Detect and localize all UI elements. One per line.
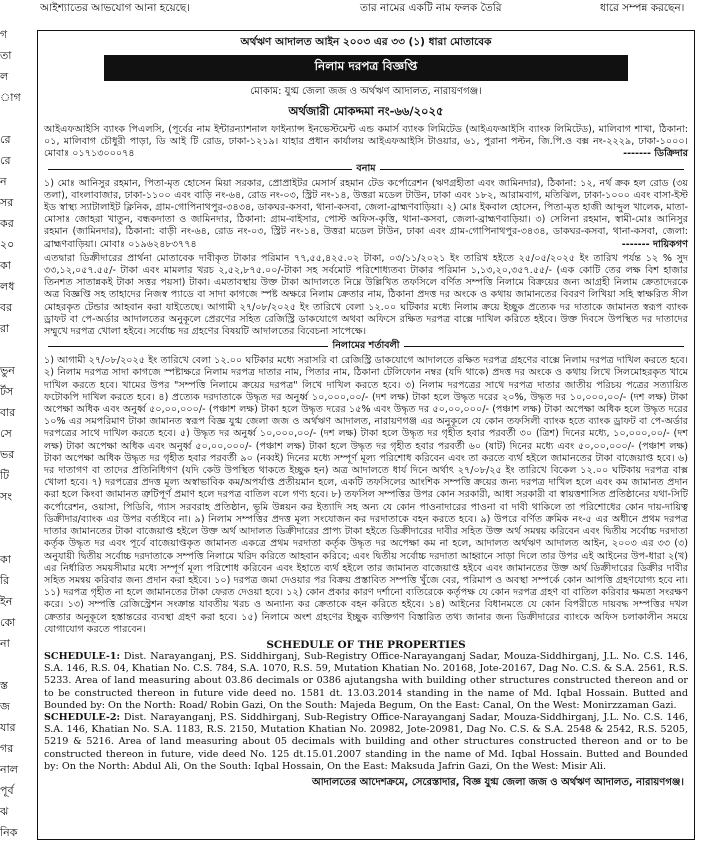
court-line: মোকাম: যুগ্ম জেলা জজ ও অর্থঋণ আদালত, নারায়ণগঞ্জ।	[250, 86, 482, 97]
conditions-paragraph: ১) আগামী ২৭/০৮/২০২৫ ইং তারিখে বেলা ১২.০০ ঘটিকার মধ্যে সরাসরি বা রেজিস্ট্রি ডাকযোগে আদালতে রক্ষিত দরপত্র গ্রহণের বাক্সে নিলাম দরপত্র দাখিল করতে হবে। ২) নিলাম দরপত্র সাদা কাগজে স্পষ্টাক্ষরে নিলাম দরপত্র দাতার নাম, পিতার নাম, ঠিকানা টেলিফোন নম্বর (যদি থাকে) প্রদত্ত দর অংকে ও কথায় লিখে সিলমোহরকৃত খামে দাখিল করতে হবে। খামের উপর "সম্পত্তি নিলামে ক্রয়ের দরপত্র" লিখে দাখিল করতে হবে। ৩) নিলাম দরপত্রের সাথে দরপত্র দাতার জাতীয় পরিচয় পত্রের সত্যায়িত ফটোকপি দাখিল করতে হবে। ৪) প্রত্যেক দরদাতাকে উদ্ধৃত দর অনুর্ধ্ব ১০,০০০,০০/- (দশ লক্ষ) টাকা হলে উদ্ধৃত দরের ২০%, উদ্ধৃত দর ১০,০০০,০০/- (দশ লক্ষ) টাকা অপেক্ষা অধিক এবং অনুর্ধ্ব ৫০,০০,০০০/- (পঞ্চাশ লক্ষ) টাকা হলে উদ্ধৃত দরের ১৫% এবং উদ্ধৃত দর ৫০,০০,০০০/- (পঞ্চাশ লক্ষ) টাকা অপেক্ষা অধিক হলে উদ্ধৃত দরের ১০% এর সমপরিমাণ টাকা জামানত স্বরূপ বিজ্ঞ যুগ্ম জেলা জজ ও অর্থঋণ আদালত, নারায়ণগঞ্জ এর অনুকূলে যে কোন তফসিলী ব্যাংক হতে ব্যাংক ড্রাফট বা পে-অর্ডার দরপত্রের সাথে দাখিল করতে হবে। ৫) উদ্ধৃত দর অনুর্ধ্ব ১০,০০০,০০/- (দশ লক্ষ) টাকা হলে উদ্ধৃত দর গৃহীত হবার পরবর্তী ৩০ (ত্রিশ) দিনের মধ্যে, ১০,০০০,০০/- (দশ লক্ষ) টাকা অপেক্ষা অধিক এবং অনুর্ধ্ব ৫০,০০,০০০/- (পঞ্চাশ লক্ষ) টাকা হলে উদ্ধৃত দর গৃহীত হবার পরবর্তী ৬০ (ষাট) দিনের মধ্যে এবং ৫০,০০,০০০/- (পঞ্চাশ লক্ষ) টাকা অপেক্ষা অধিক উদ্ধৃত দর গৃহীত হবার পরবর্তী ৯০ (নব্বই) দিনের মধ্যে সম্পূর্ণ মূল্য পরিশোধ করিবেন এবং তা করতে ব্যর্থ হইলে জামানতের টাকা বাজেয়াপ্ত হবে। ৬) দর দাতাগণ বা তাদের প্রতিনিধিগণ (যদি কেউ উপস্থিত থাকতে ইচ্ছুক হন) অত্র আদালতে ধার্য দিনে অর্থাৎ ২৭/০৮/২৫ ইং তারিখে বিকেল ১২.০০ ঘটিকায় দরপত্র বাক্স খোলা হবে। ৭) দরপত্রের প্রদত্ত মূল্য অস্বাভাবিক কম/অপর্যাপ্ত প্রতীয়মান হলে, একটি তফসিলের আংশিক সম্পত্তি ক্রয়ের জন্য দরপত্র দাখিল হলে এবং কম জামানত প্রদান করা হলে কিংবা জামানত ত্রুটিপূর্ণ প্রমাণ হলে দরপত্র বাতিল বলে গণ্য হবে। ৮) তফসিল সম্পত্তির উপর কোন সরকারী, আধা সরকারী বা স্বায়ত্তশাসিত প্রতিষ্ঠানের যথা-সিটি কর্পোরেশন, ওয়াসা, পিডিবি, গ্যাস সরবরাহ প্রতিষ্ঠান, ভূমি উন্নয়ন কর ইত্যাদি সহ অন্য যে কোন পাওনাদারের পাওনা বা দাবী থাকিলে তা পরিশোধের কোন দায়-দায়িত্ব ডিক্রীদার/ব্যাংক এর উপর বর্তাইবে না। ৯) নিলাম সম্পত্তির প্রদত্ত মূল্য সংযোজন কর দরদাতাকে বহন করতে হবে। ৯) উপরে বর্ণিত ক্রমিক নং-৫ এর অধীনে প্রথম দরপত্র দাতার জামানতের টাকা বাজেয়াপ্ত হইলে উক্ত অর্থ আদালত ডিক্রীদারের প্রাপ্য টাকা হইতে ডিক্রীদারের দাবীর সহিত উক্ত অর্থ সমন্বয় করিবেন এবং দ্বিতীয় সর্বোচ্চ দরদাতা কর্তৃক উদ্ধৃত দর এবং পূর্বে বাজেয়াপ্তকৃত জামানত একত্রে প্রথম দরদাতা কর্তৃক উদ্ধৃত দর অপেক্ষা কম না হলে, আদালত অর্থঋণ আদালত আইন, ২০০৩ এর ৩৩ (৩) অনুযায়ী দ্বিতীয় সর্বোচ্চ দরদাতাকে সম্পত্তি নিলামে খরিদ করিতে আহবান করিবে; এবং দ্বিতীয় সর্বোচ্চ দরদাতা আহ্বানে সাড়া দিলে তার উপর এই আইনের উপ-ধারা ২(খ) এর নির্ধারিত সময়সীমার মধ্যে সম্পূর্ণ মূল্য পরিশোধ করিবেন এবং ইহাতে ব্যর্থ হইলে তার জামানত বাজেয়াপ্ত হইবে এবং জামানতের উক্ত অর্থ ডিক্রীদারের ডিক্রীর দাবীর সহিত সমন্বয় করিবার জন্য প্রদান করা হইবে। ১০) দরপত্র জমা দেওয়ার পর বিক্রয় প্রস্তাবিত সম্পত্তি খুঁজে বের, পরিমাপ ও অবস্থা সম্পর্কে কোন আপত্তি গ্রহণযোগ্য হবে না। ১১) দরপত্র গৃহীত না হলে জামানতের টাকা ফেরত দেওয়া হবে। ১২) কোন প্রকার কারণ দর্শানো ব্যতিরেকে কর্তৃপক্ষ যে কোন দরপত্র গ্রহণ বা বাতিল করিবার ক্ষমতা সংরক্ষণ করে। ১৩) সম্পত্তি রেজিস্ট্রেশন সংক্রান্ত যাবতীয় খরচ ও অন্যান্য কর ক্রেতাকে বহন করিতে হইবে। ১৪) আইনের বিধানমতে যে কোন বিপরীতে দায়বদ্ধ সম্পত্তির দখল ক্রেতার অনুকূলে হস্তান্তরের ব্যবস্থা গ্রহণ করা হবে। ১৫) নিলামে অংশ গ্রহণের ইচ্ছুক ব্যক্তিগণ বিস্তারিত তথ্য জানার জন্য ডিক্রীদারের ব্যাংকে অফিস চলাকালীন সময়ে যোগাযোগ করতে পারবেন।	[44, 355, 688, 635]
versus-divider	[44, 162, 688, 177]
left-column-fragment: রা	[0, 322, 10, 335]
versus-label: বনাম	[356, 162, 376, 174]
left-column-fragments	[0, 0, 34, 864]
left-column-fragment: ল	[0, 70, 9, 83]
left-column-fragment: টি	[0, 469, 10, 482]
schedule-1	[44, 651, 688, 712]
top-strip	[40, 0, 707, 24]
left-column-fragment: নিক	[0, 826, 18, 839]
judgment-debtors-label: দায়িকগণ	[652, 238, 688, 250]
schedule-1-text: Dist. Narayanganj, P.S. Siddhirganj, Sub-Registry Office-Narayanganj Sadar, Mouza-Siddhirganj, J.L. No. C.S. 146, S.A. 146, R.S. 04, Khatian No. C.S. 784, S.A. 1070, R.S. 59, Mutation Khatian No. 20168, Jote-20167, Dag No. C.S. & S.A. 2561, R.S. 5233. Area of land measuring about 03.86 decimals or 0386 ajutangsha with building other structures constructed thereon and or to be constructed thereon in future vide deed no. 1581 dt. 13.03.2014 standing in the name of Md. Iqbal Hossain. Butted and Bounded by: On the North: Road/ Robin Gazi, On the South: Majeda Begum, On the East: Canal, On the West: Monirzzaman Gazi.	[44, 650, 688, 711]
left-column-fragment: বার	[0, 406, 16, 419]
left-column-fragment: গর	[0, 742, 14, 755]
schedule-title: SCHEDULE OF THE PROPERTIES	[266, 638, 466, 651]
left-column-fragment: গ	[0, 28, 8, 41]
left-column-fragment: জ	[0, 700, 10, 713]
left-column-fragment: ভর	[0, 448, 15, 461]
top-strip-left-text: আইশ্যাতের আভযোগ আনা হয়েছে।	[40, 2, 190, 14]
schedule-1-label: SCHEDULE-1:	[44, 650, 121, 662]
left-column-fragment: সে	[0, 427, 12, 440]
left-column-fragment: তা	[0, 49, 12, 62]
left-column-fragment: ইন	[0, 595, 13, 608]
left-column-fragment: রি	[0, 574, 10, 587]
left-column-fragment: রে	[0, 133, 11, 146]
left-column-fragment: কো	[0, 616, 16, 629]
left-column-fragment: সং	[0, 490, 13, 503]
decree-holder-label: ডিক্রিদার	[654, 148, 688, 160]
top-strip-right-text: ধারে সম্পন্ন করছেন।	[600, 2, 685, 14]
left-column-fragment: ন	[0, 175, 7, 188]
left-column-fragment: ২০	[0, 238, 15, 251]
schedule-2-text: Dist. Narayanganj, P.S. Siddhirganj, Sub-Registry Office-Narayanganj Sadar, Mouza-Siddhirganj, J.L. No. C.S. 146, S.A. 146, Khatian No. S.A. 1183, R.S. 2150, Mutation Khatian No. 20982, Jote-20981, Dag No. C.S. & S.A. 2548 & 2542, R.S. 5205, 5219 & 5216. Area of land measuring about 05 decimals with building and other structures constructed thereon and or to be constructed thereon in future, vide deed No. 125 dt.15.01.2007 standing in the name of Md. Iqbal Hossain. Butted and Bounded by: On the North: Abdul Ali, On the South: Iqbal Hossain, On the East: Maksuda Jafrin Gazi, On the West: Misir Ali.	[44, 711, 688, 772]
left-column-fragment: াগ	[0, 91, 21, 104]
notice-title: নিলাম দরপত্র বিজ্ঞপ্তি	[104, 55, 628, 81]
schedule-2-label: SCHEDULE-2:	[44, 711, 121, 723]
law-reference: অর্থঋণ আদালত আইন ২০০৩ এর ৩৩ (১) ধারা মোতাবেক	[240, 36, 492, 48]
left-column-fragment: যার	[0, 721, 16, 734]
defendants-text: ১) মোঃ আনিসুর রহমান, পিতা-মৃত হোসেন মিয়া সরকার, প্রোপ্রাইটর মেসার্স রহমান টেড কর্পোরেশন (ঋণগ্রহীতা এবং জামিনদার), ঠিকানা: ১২, নর্থ ক্রক হল রোড (৩য় তলা), বাংলাবাজার, ঢাকা-১১০০ এবং বাড়ি নং-৬৪, রোড নং-০৩, স্ট্রিট নং-১৪, উত্তরা মডেল টাউন, ঢাকা এবং ১৮২, আরামবাগ, মতিঝিল, ঢাকা-১০০০ এবং বাসা-ইস্ট ইড স্বাস্থ্য স্যাটালাইট ক্লিনিক, গ্রাম-গোপিনাথপুর-৩৪৩৪, ডাকঘর-কসবা, থানা-কসবা, জেলা-ব্রাহ্মণবাড়িয়া। ২) মোঃ ইকবাল হোসেন, পিতা-মৃত হাজী আব্দুল খালেক, মাতা-মোসাঃ জোহরা খাতুন, বন্ধকদাতা ও জামিনদার, ঠিকানা: গ্রাম-বাইসার, পোস্ট অফিস-কৃত্তি, থানা-কসবা, জেলা-ব্রাহ্মণবাড়িয়া। ৩) সেলিনা রহমান, স্বামী-মোঃ আনিসুর রহমান (জামিনদার), ঠিকানা: বাড়ী নং-৬৪, রোড নং-০৩, স্ট্রিট নং-১৪, উত্তরা মডেল টাউন, ঢাকা এবং গ্রাম-গোপিনাথপুর-৩৪৩৪, ডাকঘর-কসবা, থানা-কসবা, জেলা: ব্রাহ্মণবাড়িয়া। মোবাঃ ০১৯৬২৪৮৩৭৭৪	[44, 177, 688, 250]
conditions-divider	[44, 339, 688, 354]
left-column-fragment: রে	[0, 154, 11, 167]
left-column-fragment: র্টস	[0, 385, 14, 398]
left-column-fragment: কর	[0, 217, 14, 230]
left-column-fragment: কা	[0, 553, 11, 566]
top-strip-mid-text: তার নামের একটি নাম ফলক তৈরি	[360, 2, 502, 14]
decree-holder-text: আইএফআইসি ব্যাংক পিএলসি, (পূর্বের নাম ইন্টারন্যাশনাল ফাইন্যান্স ইনভেস্টমেন্ট এন্ড কমার্স ব্যাংক লিমিটেড (আইএফআইসি ব্যাংক লিমিটেড), মালিবাগ শাখা, ঠিকানা: ০১, মালিবাগ চৌধুরী পাড়া, ডি আই টি রোড, ঢাকা-১২১৯। যাহার প্রধান কার্যালয় আইএফআইসি টাওয়ার, ৬১, পুরানা পল্টন, জি.পি.ও বক্স নং-২২২৯, ঢাকা-১০০০। মোবাঃ ০১৭১৩০০০৭৪	[44, 124, 688, 160]
left-column-fragment: নাল	[0, 763, 18, 776]
defendants-block: ১) মোঃ আনিসুর রহমান, পিতা-মৃত হোসেন মিয়া সরকার, প্রোপ্রাইটর মেসার্স রহমান টেড কর্পোরেশন (ঋণগ্রহীতা এবং জামিনদার), ঠিকানা: ১২, নর্থ ক্রক হল রোড (৩য় তলা), বাংলাবাজার, ঢাকা-১১০০ এবং বাড়ি নং-৬৪, রোড নং-০৩, স্ট্রিট নং-১৪, উত্তরা মডেল টাউন, ঢাকা এবং ১৮২, আরামবাগ, মতিঝিল, ঢাকা-১০০০ এবং বাসা-ইস্ট ইড স্বাস্থ্য স্যাটালাইট ক্লিনিক, গ্রাম-গোপিনাথপুর-৩৪৩৪, ডাকঘর-কসবা, থানা-কসবা, জেলা-ব্রাহ্মণবাড়িয়া। ২) মোঃ ইকবাল হোসেন, পিতা-মৃত হাজী আব্দুল খালেক, মাতা-মোসাঃ জোহরা খাতুন, বন্ধকদাতা ও জামিনদার, ঠিকানা: গ্রাম-বাইসার, পোস্ট অফিস-কৃত্তি, থানা-কসবা, জেলা-ব্রাহ্মণবাড়িয়া। ৩) সেলিনা রহমান, স্বামী-মোঃ আনিসুর রহমান (জামিনদার), ঠিকানা: বাড়ী নং-৬৪, রোড নং-০৩, স্ট্রিট নং-১৪, উত্তরা মডেল টাউন, ঢাকা এবং গ্রাম-গোপিনাথপুর-৩৪৩৪, ডাকঘর-কসবা, থানা-কসবা, জেলা: ব্রাহ্মণবাড়িয়া। মোবাঃ ০১৯৬২৪৮৩৭৭৪ ------- দায়িকগণ	[44, 177, 688, 250]
left-column-fragment: না	[0, 637, 10, 650]
left-column-fragment: ঝ	[0, 805, 9, 818]
schedule-2	[44, 712, 688, 773]
left-column-fragment: পূর্ব	[0, 784, 14, 797]
left-column-fragment: ভুন	[0, 364, 15, 377]
court-order-footer: আদালতের আদেশক্রমে, সেরেস্তাদার, বিজ্ঞ যুগ্ম জেলা জজ ও অর্থঋণ আদালত, নারায়ণগঞ্জ।	[312, 776, 684, 788]
left-column-fragment: স্ত	[0, 679, 8, 692]
left-column-fragment: কা	[0, 259, 11, 272]
left-column-fragment: লধ	[0, 280, 15, 293]
left-column-fragment: বর	[0, 301, 13, 314]
case-number: অর্থজারী মোকদ্দমা নং-৬৬/২০২৫	[288, 104, 444, 118]
conditions-label: নিলামের শর্তাবলী	[332, 340, 400, 352]
left-column-fragment: সর	[0, 196, 14, 209]
auction-notice	[37, 30, 695, 840]
decree-holder-block: আইএফআইসি ব্যাংক পিএলসি, (পূর্বের নাম ইন্টারন্যাশনাল ফাইন্যান্স ইনভেস্টমেন্ট এন্ড কমার্স ব্যাংক লিমিটেড (আইএফআইসি ব্যাংক লিমিটেড), মালিবাগ শাখা, ঠিকানা: ০১, মালিবাগ চৌধুরী পাড়া, ডি আই টি রোড, ঢাকা-১২১৯। যাহার প্রধান কার্যালয় আইএফআইসি টাওয়ার, ৬১, পুরানা পল্টন, জি.পি.ও বক্স নং-২২২৯, ঢাকা-১০০০। মোবাঃ ০১৭১৩০০০৭৪ ------- ডিক্রিদার	[44, 124, 688, 160]
intro-paragraph: এতদ্বারা ডিক্রীদারের প্রার্থনা মোতাবেক দাবীকৃত টাকার পরিমান ৭৭,৫৫,৪২৫.০২ টাকা, ০৩/১১/২০২১ ইং তারিখ হইতে ২৫/০৫/২০২৫ ইং তারিখ পর্যন্ত ১২ % সুদ ৩৩,১২,০৫৭.৫৫/- টাকা এবং মামলার খরচ ২,৫২,৮৭৫.০০/-টাকা সহ সর্বমোট পরিশোধ্যতব্য টাকার পরিমান ১,১৩,২০,৩৫৭.৫৫/- (এক কোটি তের লক্ষ বিশ হাজার তিনশত সাতান্নকই টাকা সত্তর পয়সা) টাকা। এমতাবস্থায় উক্ত টাকা আদালতে নিম্নে উল্লিখিত তফসিলে বর্ণিত সম্পত্তি নিলামে বিক্রয়ের জন্য আগ্রহী নিলাম ক্রেতাদেরকে অত্র বিজ্ঞপ্তি সহ তাহাদের নিজস্ব প্যাডে বা সাদা কাগজে স্পষ্ট অক্ষরে নিলাম ক্রেতার নাম, ঠিকানা প্রদত্ত দর অংকে ও কথায় জামানতের বিবরণ লিখিয়া সহি স্বাক্ষরিত সীল মোহরকৃত টেন্ডার আহবান করা যাইতেছে। আগামী ২৭/০৮/২০২৫ ইং তারিখে বেলা ১২.০০ ঘটিকার মধ্যে নিলাম ক্রয়ে ইচ্ছুক প্রত্যেক দর দাতাকে জামানত স্বরূপ ব্যাংক ড্রাফট বা পে-অর্ডার আদালতের অনুকূলে প্রেরণের সহিত রেজিস্ট্রি ডাকযোগে অথবা অফিসে রক্ষিত দরপত্র বাক্সে দাখিল করিতে হইবে। উক্ত দিবসে উপস্থিত দর দাতাদের সম্মুখে দরপত্র খোলা হইবে। সর্বোচ্চ দর গ্রহণের বিষয়টি আদালতের বিবেচনা সাপেক্ষে।	[44, 252, 688, 338]
